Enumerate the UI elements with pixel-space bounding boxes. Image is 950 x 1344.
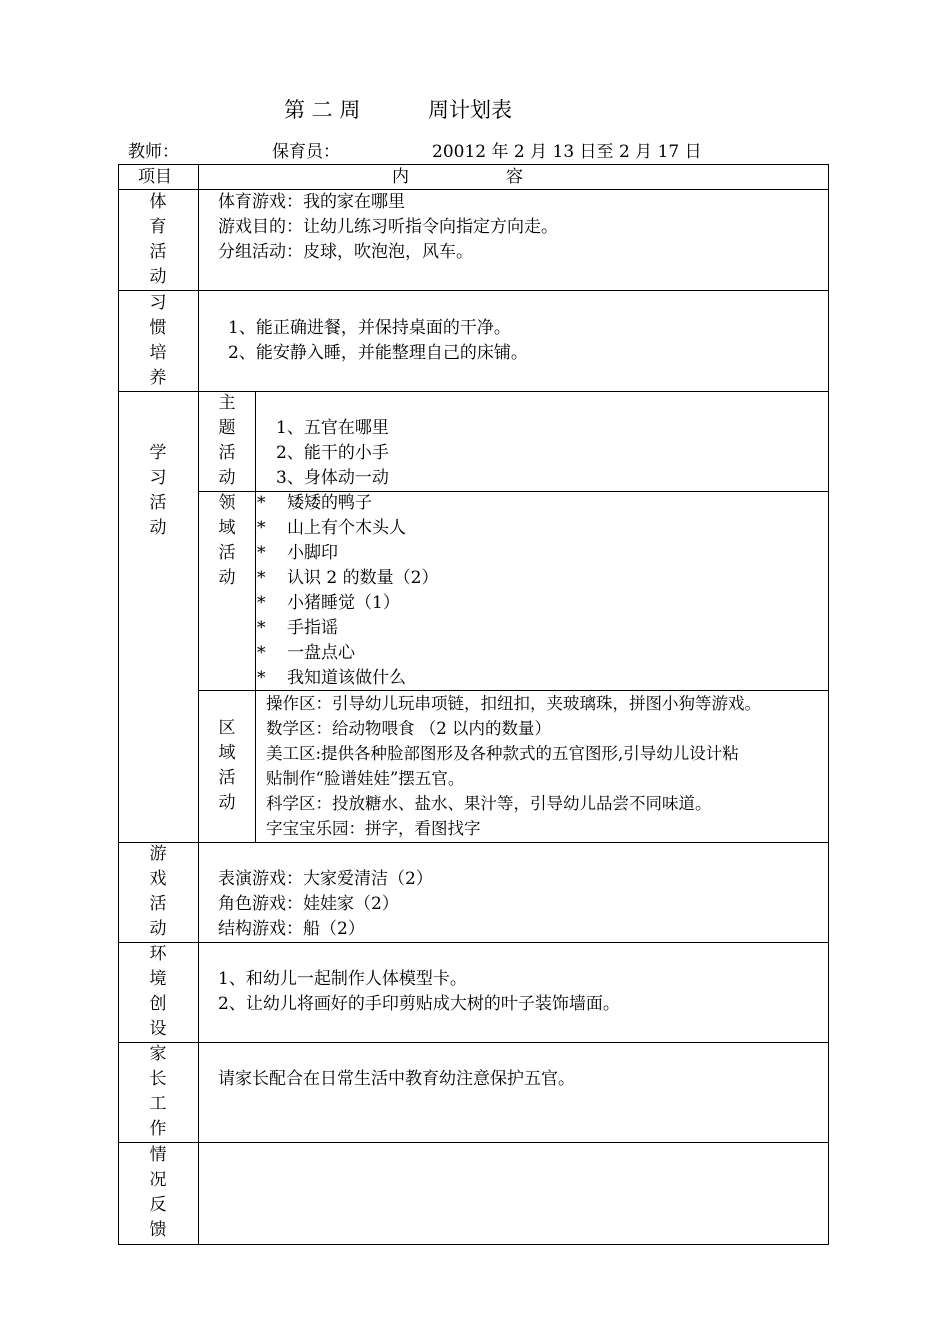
theme-content: 1、五官在哪里 2、能干的小手 3、身体动一动 — [276, 418, 389, 488]
column-header-item: 项目 — [138, 167, 172, 187]
row-label-learning: 学 习 活 动 — [149, 443, 167, 538]
row-label-pe: 体 育 活 动 — [149, 192, 167, 287]
row-label-habit: 习 惯 培 养 — [149, 293, 167, 388]
column-header-content-2: 容 — [506, 167, 523, 187]
sub-label-area: 区 域 活 动 — [218, 718, 236, 813]
sub-label-theme: 主 题 活 动 — [218, 393, 236, 488]
row-label-parents: 家 长 工 作 — [149, 1044, 167, 1139]
list-item: * 手指谣 — [257, 618, 338, 638]
plan-title: 周计划表 — [428, 98, 512, 122]
row-label-game: 游 戏 活 动 — [149, 844, 167, 939]
list-item: * 小脚印 — [257, 543, 338, 563]
week-title: 第 二 周 — [284, 98, 361, 122]
list-item: * 认识 2 的数量（2） — [257, 568, 439, 588]
list-item: * 山上有个木头人 — [257, 518, 406, 538]
teacher-label: 教师： — [128, 142, 179, 162]
domain-content — [257, 491, 438, 691]
list-item: * 一盘点心 — [257, 643, 355, 663]
row-label-feedback: 情 况 反 馈 — [149, 1145, 167, 1240]
habit-content: 1、能正确进餐，并保持桌面的干净。 2、能安静入睡，并能整理自己的床铺。 — [228, 318, 528, 363]
pe-content: 体育游戏：我的家在哪里 游戏目的：让幼儿练习听指令向指定方向走。 分组活动：皮球，吹泡泡，风车。 — [218, 192, 558, 262]
sub-label-domain: 领 域 活 动 — [218, 493, 236, 588]
nurse-label: 保育员： — [272, 142, 340, 162]
game-content: 表演游戏：大家爱清洁（2） 角色游戏：娃娃家（2） 结构游戏：船（2） — [218, 869, 433, 939]
list-item: * 我知道该做什么 — [257, 668, 406, 688]
environment-content: 1、和幼儿一起制作人体模型卡。 2、让幼儿将画好的手印剪贴成大树的叶子装饰墙面。 — [218, 969, 620, 1014]
list-item: * 小猪睡觉（1） — [257, 593, 400, 613]
date-range: 20012 年 2 月 13 日至 2 月 17 日 — [432, 142, 702, 162]
area-content: 操作区：引导幼儿玩串项链，扣纽扣，夹玻璃珠，拼图小狗等游戏。 数学区：给动物喂食 （2 以内的数量） 美工区:提供各种脸部图形及各种款式的五官图形,引导幼儿设计粘 贴制作“脸谱娃娃”摆五官。 科学区：投放糖水、盐水、果汁等，引导幼儿品尝不同味道。 字宝宝乐园：拼字，看图找字 — [266, 694, 761, 838]
list-item: * 矮矮的鸭子 — [257, 493, 372, 513]
row-label-environment: 环 境 创 设 — [149, 944, 167, 1039]
column-header-content: 内 — [392, 167, 409, 187]
parents-content: 请家长配合在日常生活中教育幼注意保护五官。 — [218, 1069, 575, 1089]
